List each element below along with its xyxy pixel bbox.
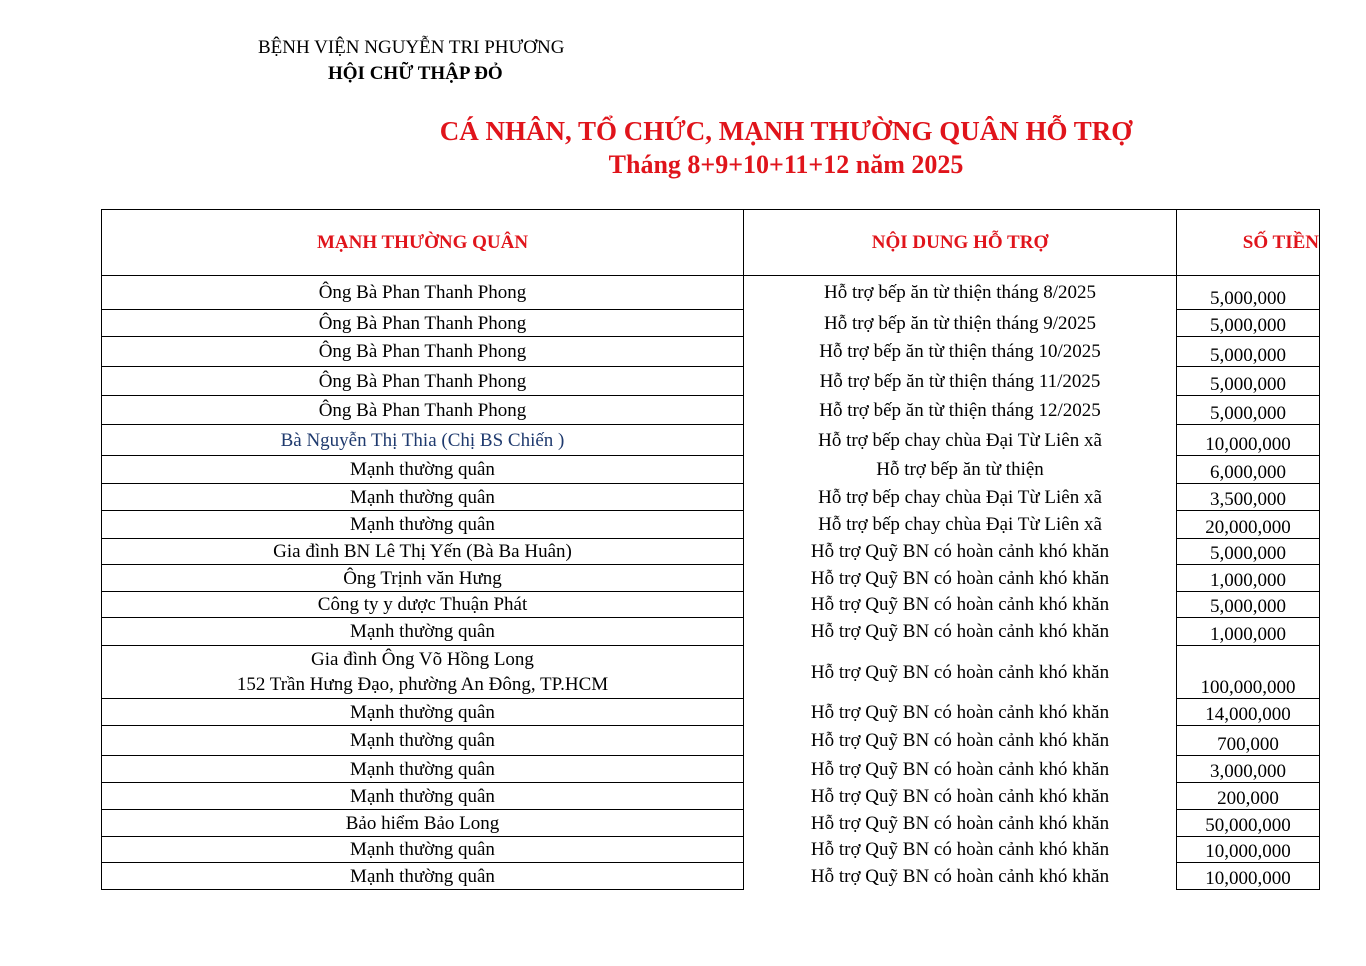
support-content: Hỗ trợ Quỹ BN có hoàn cảnh khó khăn <box>810 541 1110 562</box>
donor-name-cell <box>102 699 744 726</box>
support-content: Hỗ trợ Quỹ BN có hoàn cảnh khó khăn <box>810 730 1110 751</box>
donor-name-cell <box>102 310 744 337</box>
donor-name-cell <box>102 511 744 539</box>
support-content: Hỗ trợ Quỹ BN có hoàn cảnh khó khăn <box>810 661 1110 683</box>
support-amount: 3,500,000 <box>1177 484 1320 511</box>
support-amount: 5,000,000 <box>1177 592 1320 618</box>
donor-name: Công ty y dược Thuận Phát <box>317 594 528 615</box>
document-title: CÁ NHÂN, TỔ CHỨC, MẠNH THƯỜNG QUÂN HỖ TRỢ <box>439 116 1133 146</box>
donor-name: Gia đình Ông Võ Hồng Long <box>311 649 534 670</box>
donor-address: 152 Trần Hưng Đạo, phường An Đông, TP.HCM <box>236 674 609 695</box>
donor-name: Bà Nguyễn Thị Thia (Chị BS Chiến ) <box>280 429 565 451</box>
table-row <box>102 756 1320 783</box>
donor-name-cell <box>102 396 744 425</box>
donor-name: Mạnh thường quân <box>350 459 495 480</box>
header-content: NỘI DUNG HỖ TRỢ <box>744 210 1177 276</box>
table-row <box>102 484 1320 511</box>
support-content: Hỗ trợ bếp ăn từ thiện tháng 12/2025 <box>819 399 1101 421</box>
support-content: Hỗ trợ Quỹ BN có hoàn cảnh khó khăn <box>810 785 1110 807</box>
table-row <box>102 425 1320 456</box>
table-row <box>102 837 1320 863</box>
support-content: Hỗ trợ Quỹ BN có hoàn cảnh khó khăn <box>810 567 1110 589</box>
donor-name-cell <box>102 337 744 367</box>
table-row <box>102 456 1320 484</box>
donor-name: Mạnh thường quân <box>350 839 495 860</box>
document-subtitle: Tháng 8+9+10+11+12 năm 2025 <box>608 150 964 179</box>
donor-name: Ông Bà Phan Thanh Phong <box>318 399 527 421</box>
support-amount: 5,000,000 <box>1177 337 1320 367</box>
donor-name: Mạnh thường quân <box>350 865 495 887</box>
donor-name-cell <box>102 425 744 456</box>
donor-table <box>101 209 1320 890</box>
donor-name: Mạnh thường quân <box>350 785 495 807</box>
support-amount: 10,000,000 <box>1177 863 1320 890</box>
donor-name: Mạnh thường quân <box>350 514 495 535</box>
support-content: Hỗ trợ Quỹ BN có hoàn cảnh khó khăn <box>810 594 1110 615</box>
table-row <box>102 539 1320 565</box>
donor-name: Ông Bà Phan Thanh Phong <box>318 312 527 334</box>
support-amount: 10,000,000 <box>1177 837 1320 863</box>
donor-name-cell <box>102 837 744 863</box>
table-row <box>102 726 1320 756</box>
donor-name: Mạnh thường quân <box>350 758 495 780</box>
donor-name: Mạnh thường quân <box>350 730 495 751</box>
table-row <box>102 618 1320 646</box>
table-row <box>102 810 1320 837</box>
donor-name-cell <box>102 539 744 565</box>
donor-name: Ông Bà Phan Thanh Phong <box>318 282 527 303</box>
support-amount: 5,000,000 <box>1177 539 1320 565</box>
donor-name: Bảo hiểm Bảo Long <box>345 812 500 834</box>
support-amount: 700,000 <box>1177 726 1320 756</box>
table-header-row <box>102 210 1320 276</box>
donor-name-cell <box>102 783 744 810</box>
support-content: Hỗ trợ bếp chay chùa Đại Từ Liên xã <box>818 514 1102 535</box>
table-row <box>102 699 1320 726</box>
hospital-name: BỆNH VIỆN NGUYỄN TRI PHƯƠNG <box>258 37 565 58</box>
table-row <box>102 396 1320 425</box>
donor-name-cell <box>102 565 744 592</box>
donor-name-cell <box>102 456 744 484</box>
donor-name: Ông Bà Phan Thanh Phong <box>318 341 527 362</box>
table-row <box>102 646 1320 699</box>
table-row <box>102 592 1320 618</box>
support-content: Hỗ trợ bếp chay chùa Đại Từ Liên xã <box>818 429 1102 451</box>
donor-name-cell <box>102 863 744 890</box>
donor-name-cell <box>102 367 744 396</box>
donor-name-cell <box>102 618 744 646</box>
table-row <box>102 863 1320 890</box>
header-donor: MẠNH THƯỜNG QUÂN <box>102 210 744 276</box>
support-content: Hỗ trợ Quỹ BN có hoàn cảnh khó khăn <box>810 621 1110 642</box>
table-row <box>102 511 1320 539</box>
donor-name-cell <box>102 276 744 310</box>
support-content: Hỗ trợ bếp ăn từ thiện tháng 10/2025 <box>819 341 1101 362</box>
support-content: Hỗ trợ bếp ăn từ thiện tháng 11/2025 <box>819 370 1101 392</box>
donor-name: Mạnh thường quân <box>350 621 495 642</box>
donor-name-cell <box>102 756 744 783</box>
donor-name-cell <box>102 484 744 511</box>
support-content: Hỗ trợ bếp chay chùa Đại Từ Liên xã <box>818 486 1102 508</box>
table-row <box>102 565 1320 592</box>
support-amount: 1,000,000 <box>1177 565 1320 592</box>
donor-name: Ông Trịnh văn Hưng <box>343 567 502 589</box>
support-amount: 5,000,000 <box>1177 367 1320 396</box>
donor-name: Ông Bà Phan Thanh Phong <box>318 370 527 392</box>
organization-name: HỘI CHỮ THẬP ĐỎ <box>328 63 503 84</box>
donor-name-cell <box>102 646 744 699</box>
support-content: Hỗ trợ Quỹ BN có hoàn cảnh khó khăn <box>810 812 1110 834</box>
support-content: Hỗ trợ bếp ăn từ thiện <box>876 459 1044 480</box>
support-content: Hỗ trợ Quỹ BN có hoàn cảnh khó khăn <box>810 701 1110 723</box>
support-amount: 200,000 <box>1177 783 1320 810</box>
table-row <box>102 337 1320 367</box>
donor-name: Gia đình BN Lê Thị Yến (Bà Ba Huân) <box>273 541 572 562</box>
donor-name-cell <box>102 810 744 837</box>
support-amount: 10,000,000 <box>1177 425 1320 456</box>
support-amount: 3,000,000 <box>1177 756 1320 783</box>
support-amount: 14,000,000 <box>1177 699 1320 726</box>
donor-name: Mạnh thường quân <box>350 486 495 508</box>
support-content: Hỗ trợ Quỹ BN có hoàn cảnh khó khăn <box>810 758 1110 780</box>
header-amount: SỐ TIỀN <box>1177 210 1320 276</box>
support-content: Hỗ trợ bếp ăn từ thiện tháng 9/2025 <box>823 312 1097 334</box>
support-content: Hỗ trợ Quỹ BN có hoàn cảnh khó khăn <box>810 865 1110 887</box>
support-amount: 50,000,000 <box>1177 810 1320 837</box>
support-content: Hỗ trợ Quỹ BN có hoàn cảnh khó khăn <box>810 839 1110 860</box>
table-row <box>102 310 1320 337</box>
support-amount: 6,000,000 <box>1177 456 1320 484</box>
support-amount: 20,000,000 <box>1177 511 1320 539</box>
support-amount: 5,000,000 <box>1177 276 1320 310</box>
support-content: Hỗ trợ bếp ăn từ thiện tháng 8/2025 <box>823 282 1097 304</box>
support-amount: 1,000,000 <box>1177 618 1320 646</box>
support-amount: 5,000,000 <box>1177 396 1320 425</box>
donor-name: Mạnh thường quân <box>350 701 495 723</box>
donor-name-cell <box>102 592 744 618</box>
table-row <box>102 276 1320 310</box>
table-row <box>102 367 1320 396</box>
support-amount: 100,000,000 <box>1177 646 1320 699</box>
table-row <box>102 783 1320 810</box>
donor-name-cell <box>102 726 744 756</box>
support-amount: 5,000,000 <box>1177 310 1320 337</box>
